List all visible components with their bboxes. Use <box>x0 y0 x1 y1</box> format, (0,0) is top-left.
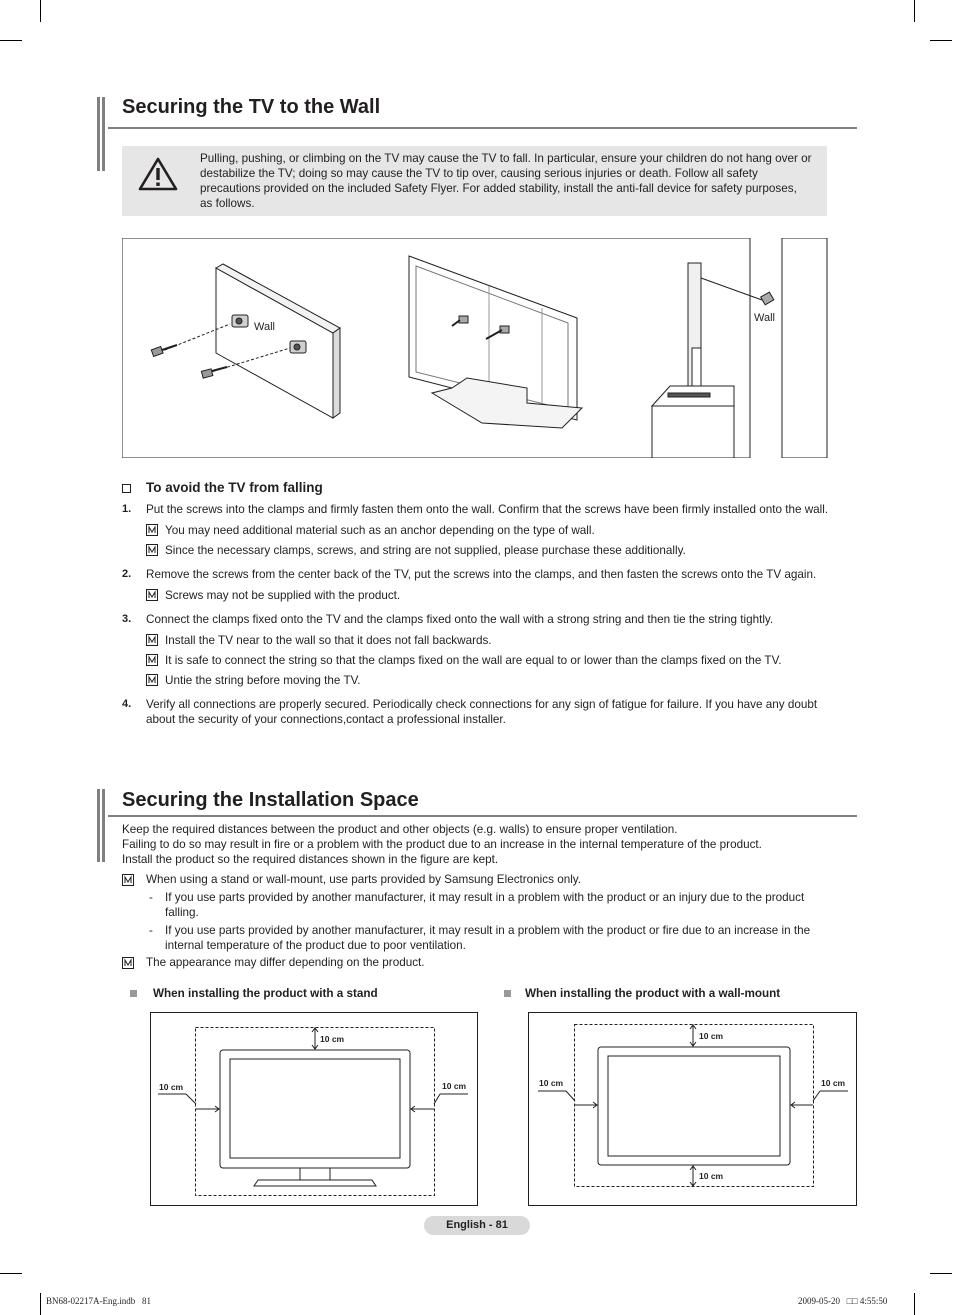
step-number: 3. <box>122 613 132 625</box>
note-icon <box>146 524 158 536</box>
clearance-label-right: 10 cm <box>442 1081 467 1091</box>
note-icon <box>146 634 158 646</box>
checkbox-bullet <box>122 484 131 493</box>
step-text: Remove the screws from the center back of the TV, put the screws into the clamps, and then fasten the screws onto the TV again. <box>146 568 817 581</box>
step-text: Put the screws into the clamps and firmly fasten them onto the wall. Confirm that the screws have been firmly installed onto the wall. <box>146 503 829 516</box>
wall-label-right: Wall <box>754 312 775 324</box>
clearance-label-left: 10 cm <box>159 1082 184 1092</box>
note-icon <box>122 874 134 886</box>
footer-datetime: 2009-05-20 □□ 4:55:50 <box>798 1296 888 1306</box>
warning-text: Pulling, pushing, or climbing on the TV may cause the TV to fall. In particular, ensure your children do not hang over or destabilize the TV; doing so may cause the TV to tip over, causing serious injuries or death. Follow all safety precautions provided on the included Safety Flyer. For added stability, install the anti-fall device for safety purposes, as follows. <box>200 152 812 210</box>
note-icon <box>122 957 134 969</box>
note-icon <box>146 589 158 601</box>
wallmount-heading: When installing the product with a wall-mount <box>525 987 781 1000</box>
note-text: The appearance may differ depending on the product. <box>146 956 425 969</box>
step-text: Verify all connections are properly secured. Periodically check connections for any sign of fatigue for failure. If you have any doubt <box>146 698 818 711</box>
step-number: 4. <box>122 698 132 710</box>
crop-mark <box>914 0 915 22</box>
dash-text: internal temperature of the product due to poor ventilation. <box>165 939 466 952</box>
subheading-avoid-falling: To avoid the TV from falling <box>146 480 323 495</box>
warning-box <box>122 146 827 216</box>
dash-text: falling. <box>165 906 199 919</box>
crop-mark <box>40 1293 41 1315</box>
note-icon <box>146 674 158 686</box>
clearance-label-top: 10 cm <box>699 1031 724 1041</box>
intro-line: Install the product so the required distances shown in the figure are kept. <box>122 853 499 866</box>
clearance-label-left: 10 cm <box>539 1078 564 1088</box>
crop-mark <box>0 1273 22 1274</box>
note-text: It is safe to connect the string so that the clamps fixed on the wall are equal to or lower than the clamps fixed on the TV. <box>165 654 782 667</box>
warning-triangle-icon <box>137 156 179 192</box>
note-icon <box>146 544 158 556</box>
intro-line: Failing to do so may result in fire or a problem with the product due to an increase in the internal temperature of the product. <box>122 838 762 851</box>
dash-text: If you use parts provided by another manufacturer, it may result in a problem with the product or fire due to an increase in the <box>165 924 811 937</box>
intro-line: Keep the required distances between the product and other objects (e.g. walls) to ensure proper ventilation. <box>122 823 678 836</box>
section-title-space: Securing the Installation Space <box>122 789 419 811</box>
stand-clearance-diagram <box>150 1012 478 1206</box>
note-icon <box>146 654 158 666</box>
footer-file: BN68-02217A-Eng.indb 81 <box>46 1296 151 1306</box>
wall-mount-illustration <box>122 238 828 458</box>
step-text: about the security of your connections,contact a professional installer. <box>146 713 506 726</box>
step-number: 2. <box>122 568 132 580</box>
crop-mark <box>0 40 22 41</box>
crop-mark <box>914 1293 915 1315</box>
clearance-label-right: 10 cm <box>821 1078 846 1088</box>
step-number: 1. <box>122 503 132 515</box>
wall-label-left: Wall <box>254 321 275 333</box>
square-bullet <box>504 990 511 997</box>
section-title-wall: Securing the TV to the Wall <box>122 96 381 118</box>
page-number: English - 81 <box>424 1216 530 1235</box>
note-text: Untie the string before moving the TV. <box>165 674 361 687</box>
note-text: You may need additional material such as an anchor depending on the type of wall. <box>165 524 595 537</box>
title-rule <box>108 127 857 129</box>
title-rule <box>108 815 857 817</box>
stand-heading: When installing the product with a stand <box>153 987 378 1000</box>
dash-text: If you use parts provided by another manufacturer, it may result in a problem with the product or an injury due to the product <box>165 891 805 904</box>
clearance-label-bottom: 10 cm <box>699 1171 724 1181</box>
crop-mark <box>40 0 41 22</box>
note-text: When using a stand or wall-mount, use parts provided by Samsung Electronics only. <box>146 873 582 886</box>
note-text: Since the necessary clamps, screws, and string are not supplied, please purchase these additionally. <box>165 544 686 557</box>
crop-mark <box>930 1273 952 1274</box>
note-text: Install the TV near to the wall so that it does not fall backwards. <box>165 634 492 647</box>
crop-mark <box>930 40 952 41</box>
dash-mark: - <box>149 891 153 904</box>
wallmount-clearance-diagram <box>528 1012 857 1206</box>
clearance-label-top: 10 cm <box>320 1034 345 1044</box>
step-text: Connect the clamps fixed onto the TV and the clamps fixed onto the wall with a strong string and then tie the string tightly. <box>146 613 774 626</box>
square-bullet <box>130 990 137 997</box>
note-text: Screws may not be supplied with the product. <box>165 589 401 602</box>
dash-mark: - <box>149 924 153 937</box>
